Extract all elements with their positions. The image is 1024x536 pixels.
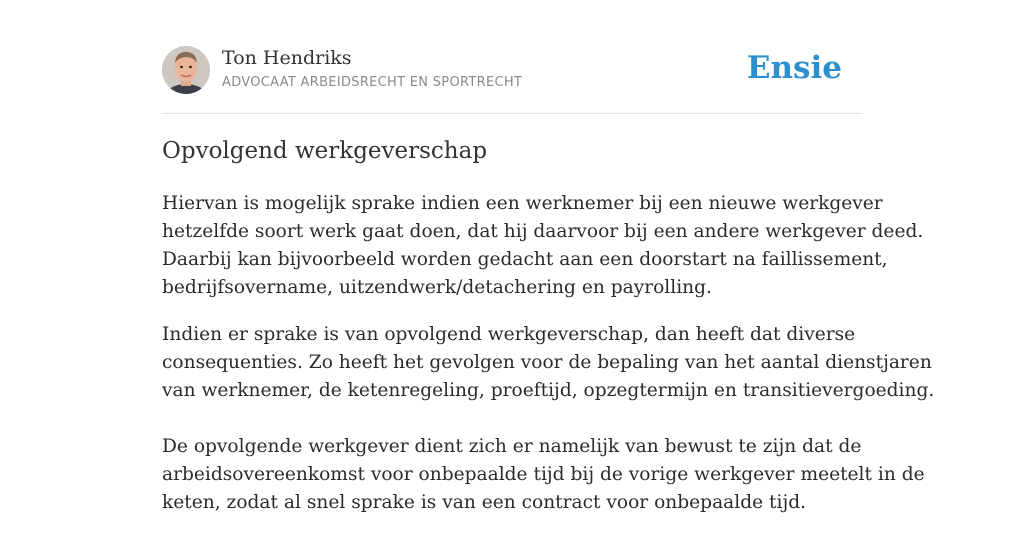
article-card bbox=[162, 0, 935, 513]
paragraph-line: van werknemer, de ketenregeling, proeftijd, opzegtermijn en transitievergoeding. bbox=[162, 380, 935, 401]
paragraph-spacer bbox=[162, 424, 862, 433]
paragraph-line: keten, zodat al snel sprake is van een contract voor onbepaalde tijd. bbox=[162, 492, 807, 513]
paragraph bbox=[162, 190, 924, 302]
paragraph-line: Indien er sprake is van opvolgend werkgeverschap, dan heeft dat diverse bbox=[162, 324, 856, 345]
author-avatar[interactable] bbox=[162, 46, 210, 94]
author-name[interactable]: Ton Hendriks bbox=[222, 47, 352, 69]
header-divider bbox=[162, 113, 862, 114]
paragraph-line: Daarbij kan bijvoorbeeld worden gedacht aan een doorstart na faillissement, bbox=[162, 249, 888, 270]
paragraph bbox=[162, 321, 935, 405]
paragraph-line: bedrijfsovername, uitzendwerk/detachering en payrolling. bbox=[162, 277, 712, 298]
paragraph bbox=[162, 433, 925, 517]
article-body bbox=[162, 190, 935, 536]
paragraph-line: Hiervan is mogelijk sprake indien een werknemer bij een nieuwe werkgever bbox=[162, 193, 883, 214]
paragraph-line: hetzelfde soort werk gaat doen, dat hij daarvoor bij een andere werkgever deed. bbox=[162, 221, 924, 242]
author-title: ADVOCAAT ARBEIDSRECHT EN SPORTRECHT bbox=[222, 75, 523, 90]
paragraph-line: consequenties. Zo heeft het gevolgen voor de bepaling van het aantal dienstjaren bbox=[162, 352, 932, 373]
brand-logo[interactable]: Ensie bbox=[746, 50, 842, 86]
paragraph-line: arbeidsovereenkomst voor onbepaalde tijd bij de vorige werkgever meetelt in de bbox=[162, 464, 925, 485]
article-title: Opvolgend werkgeverschap bbox=[162, 138, 488, 164]
author-header bbox=[162, 46, 862, 96]
avatar-portrait bbox=[162, 46, 210, 94]
paragraph-line: De opvolgende werkgever dient zich er namelijk van bewust te zijn dat de bbox=[162, 436, 862, 457]
